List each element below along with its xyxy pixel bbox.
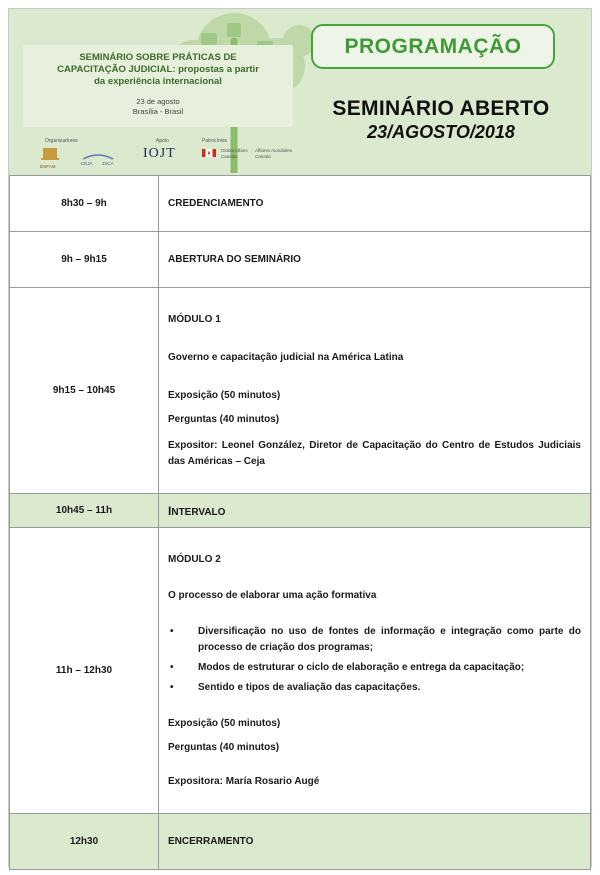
agenda-row: [10, 176, 591, 232]
list-item: • Modos de estruturar o ciclo de elaboração e entrega da capacitação;: [168, 660, 581, 676]
module-title: MÓDULO 1: [168, 313, 221, 325]
enfam-logo-text: ENFAM: [40, 164, 56, 169]
perguntas-text: Perguntas (40 minutos): [168, 413, 280, 425]
intervalo-rest: NTERVALO: [171, 506, 226, 518]
module-2-content: [159, 528, 591, 814]
banner-date: 23 de agosto: [136, 97, 180, 106]
row-time: 10h45 – 11h: [10, 494, 159, 528]
banner-title-line3: da experiência internacional: [94, 76, 222, 87]
row-time: 8h30 – 9h: [10, 176, 159, 232]
row-activity: [159, 494, 591, 528]
row-activity: CREDENCIAMENTO: [159, 176, 591, 232]
organizers-label: Organizadores: [45, 138, 78, 144]
seminar-title: SEMINÁRIO ABERTO: [332, 97, 550, 120]
programacao-badge: PROGRAMAÇÃO: [311, 24, 555, 69]
speaker-label: Expositor:: [168, 439, 218, 451]
ceja-jsca-logo-icon: [81, 151, 115, 161]
exposicao-text: Exposição (50 minutos): [168, 389, 281, 401]
sponsors-label: Patrocínios: [202, 138, 228, 144]
enfam-logo-icon: [39, 146, 61, 166]
speaker-line: [168, 774, 581, 790]
perguntas-text: Perguntas (40 minutos): [168, 741, 280, 753]
program-page: [8, 8, 592, 867]
list-item: • Sentido e tipos de avaliação das capacitações.: [168, 680, 581, 696]
speaker-name: Leonel González, Diretor de Capacitação do Centro de Estudos Judiciais das Américas – Ceja: [168, 439, 581, 467]
speaker-label: Expositora:: [168, 775, 224, 787]
seminar-date: 23/AGOSTO/2018: [367, 122, 515, 142]
banner-place: Brasília - Brasil: [132, 107, 184, 116]
module-title: MÓDULO 2: [168, 553, 221, 565]
exposicao-text: Exposição (50 minutos): [168, 717, 281, 729]
header-banner: [9, 9, 591, 175]
iojt-logo: IOJT: [143, 146, 176, 161]
sponsor-global-affairs: Global Affairs Canada: [221, 148, 248, 159]
intervalo-capital: I: [168, 503, 172, 518]
agenda-row-module-2: [10, 528, 591, 814]
module-subtitle: O processo de elaborar uma ação formativa: [168, 589, 377, 601]
row-time: 9h15 – 10h45: [10, 288, 159, 494]
agenda-table: [9, 175, 591, 870]
speaker-line: [168, 438, 581, 470]
speaker-name: María Rosario Augé: [223, 775, 320, 787]
agenda-row: [10, 232, 591, 288]
agenda-row-intervalo: [10, 494, 591, 528]
support-label: Apoio: [156, 138, 169, 144]
row-time: 12h30: [10, 814, 159, 870]
topics-list: [168, 624, 581, 696]
agenda-row-module-1: [10, 288, 591, 494]
banner-title-line1: SEMINÁRIO SOBRE PRÁTICAS DE: [79, 52, 237, 63]
banner-subtitle: [23, 97, 293, 117]
ceja-logo-text: CEJA: [81, 161, 93, 166]
module-subtitle: Governo e capacitação judicial na América Latina: [168, 351, 404, 363]
canada-flag-icon: [202, 149, 216, 157]
list-item: • Diversificação no uso de fontes de informação e integração como parte do processo de criação dos programas;: [168, 624, 581, 656]
jsca-logo-text: JSCA: [102, 161, 114, 166]
banner-title-line2: CAPACITAÇÃO JUDICIAL: propostas a partir: [57, 64, 259, 75]
row-time: 11h – 12h30: [10, 528, 159, 814]
module-1-content: [159, 288, 591, 494]
row-activity: ABERTURA DO SEMINÁRIO: [159, 232, 591, 288]
row-time: 9h – 9h15: [10, 232, 159, 288]
banner-title: [23, 52, 293, 88]
row-activity: ENCERRAMENTO: [159, 814, 591, 870]
sponsor-affaires-mondiales: Affaires mondiales Canada: [255, 148, 292, 159]
agenda-row-encerramento: [10, 814, 591, 870]
